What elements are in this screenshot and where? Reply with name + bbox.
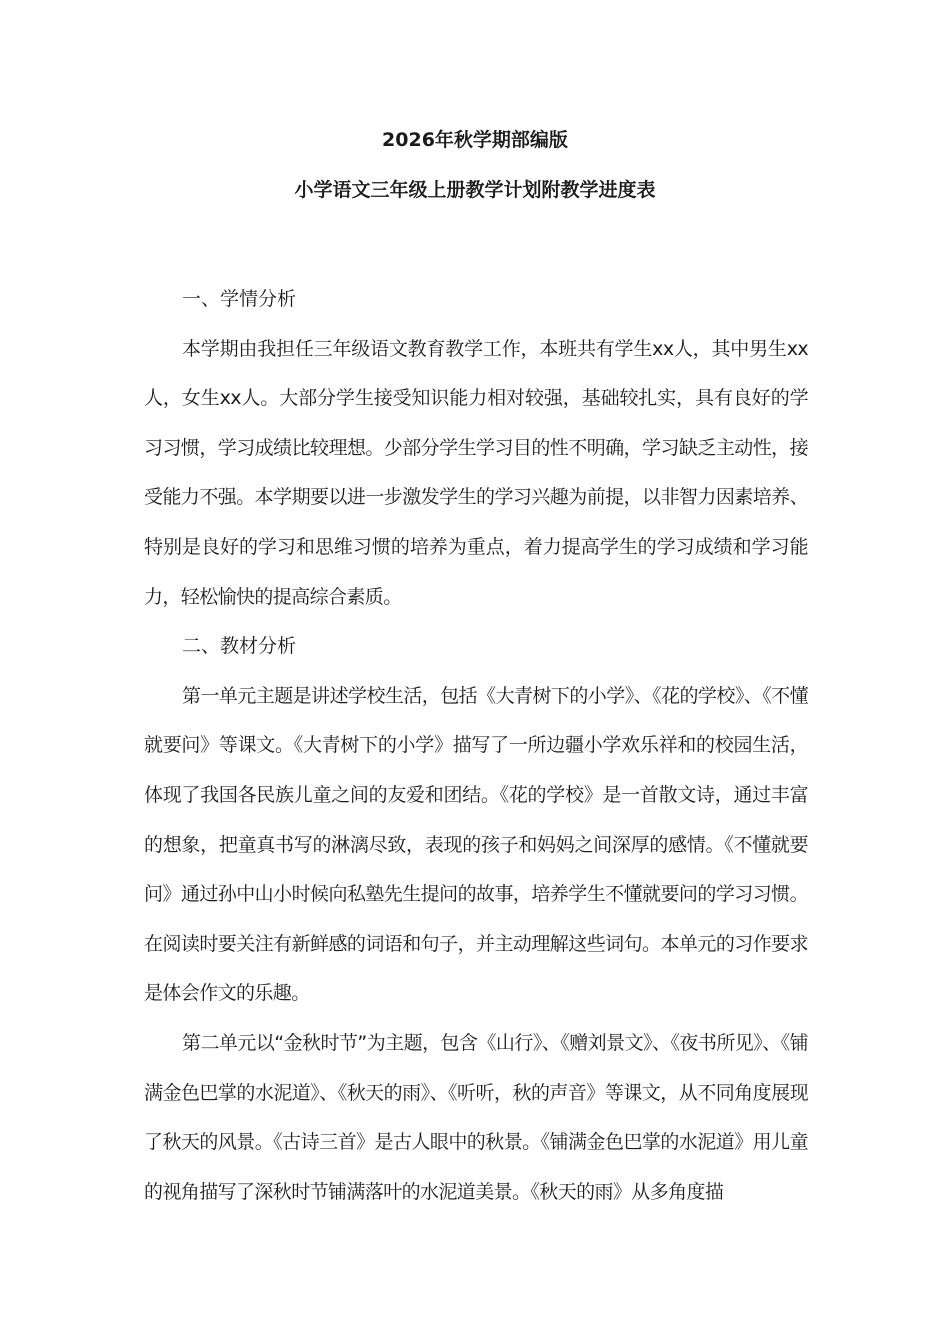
section-heading-learning-analysis: 一、学情分析 [182,288,297,310]
document-body [144,275,808,1217]
paragraph-learning-analysis: 本学期由我担任三年级语文教育教学工作，本班共有学生xx人，其中男生xx人，女生xx人。大部分学生接受知识能力相对较强，基础较扎实，具有良好的学习习惯，学习成绩比较理想。少部分学生学习目的性不明确，学习缺乏主动性，接受能力不强。本学期要以进一步激发学生的学习兴趣为前提，以非智力因素培养、特别是良好的学习和思维习惯的培养为重点，着力提高学生的学习成绩和学习能力，轻松愉快的提高综合素质。 [144,337,808,608]
section-heading-textbook-analysis: 二、教材分析 [182,635,297,658]
document-title-line-1: 2026年秋学期部编版 [382,129,568,151]
document-title-line-2: 小学语文三年级上册教学计划附教学进度表 [294,179,656,201]
paragraph-unit-two: 第二单元以“金秋时节”为主题，包含《山行》、《赠刘景文》、《夜书所见》、《铺满金色巴掌的水泥道》、《秋天的雨》、《听听，秋的声音》等课文，从不同角度展现了秋天的风景。《古诗三首》是古人眼中的秋景。《铺满金色巴掌的水泥道》用儿童的视角描写了深秋时节铺满落叶的水泥道美景。《秋天的雨》从多角度描 [144,1031,808,1203]
paragraph-unit-one: 第一单元主题是讲述学校生活，包括《大青树下的小学》、《花的学校》、《不懂就要问》等课文。《大青树下的小学》描写了一所边疆小学欢乐祥和的校园生活，体现了我国各民族儿童之间的友爱和团结。《花的学校》是一首散文诗，通过丰富的想象，把童真书写的淋漓尽致，表现的孩子和妈妈之间深厚的感情。《不懂就要问》通过孙中山小时候向私塾先生提问的故事，培养学生不懂就要问的学习习惯。在阅读时要关注有新鲜感的词语和句子，并主动理解这些词句。本单元的习作要求是体会作文的乐趣。 [144,684,808,1005]
